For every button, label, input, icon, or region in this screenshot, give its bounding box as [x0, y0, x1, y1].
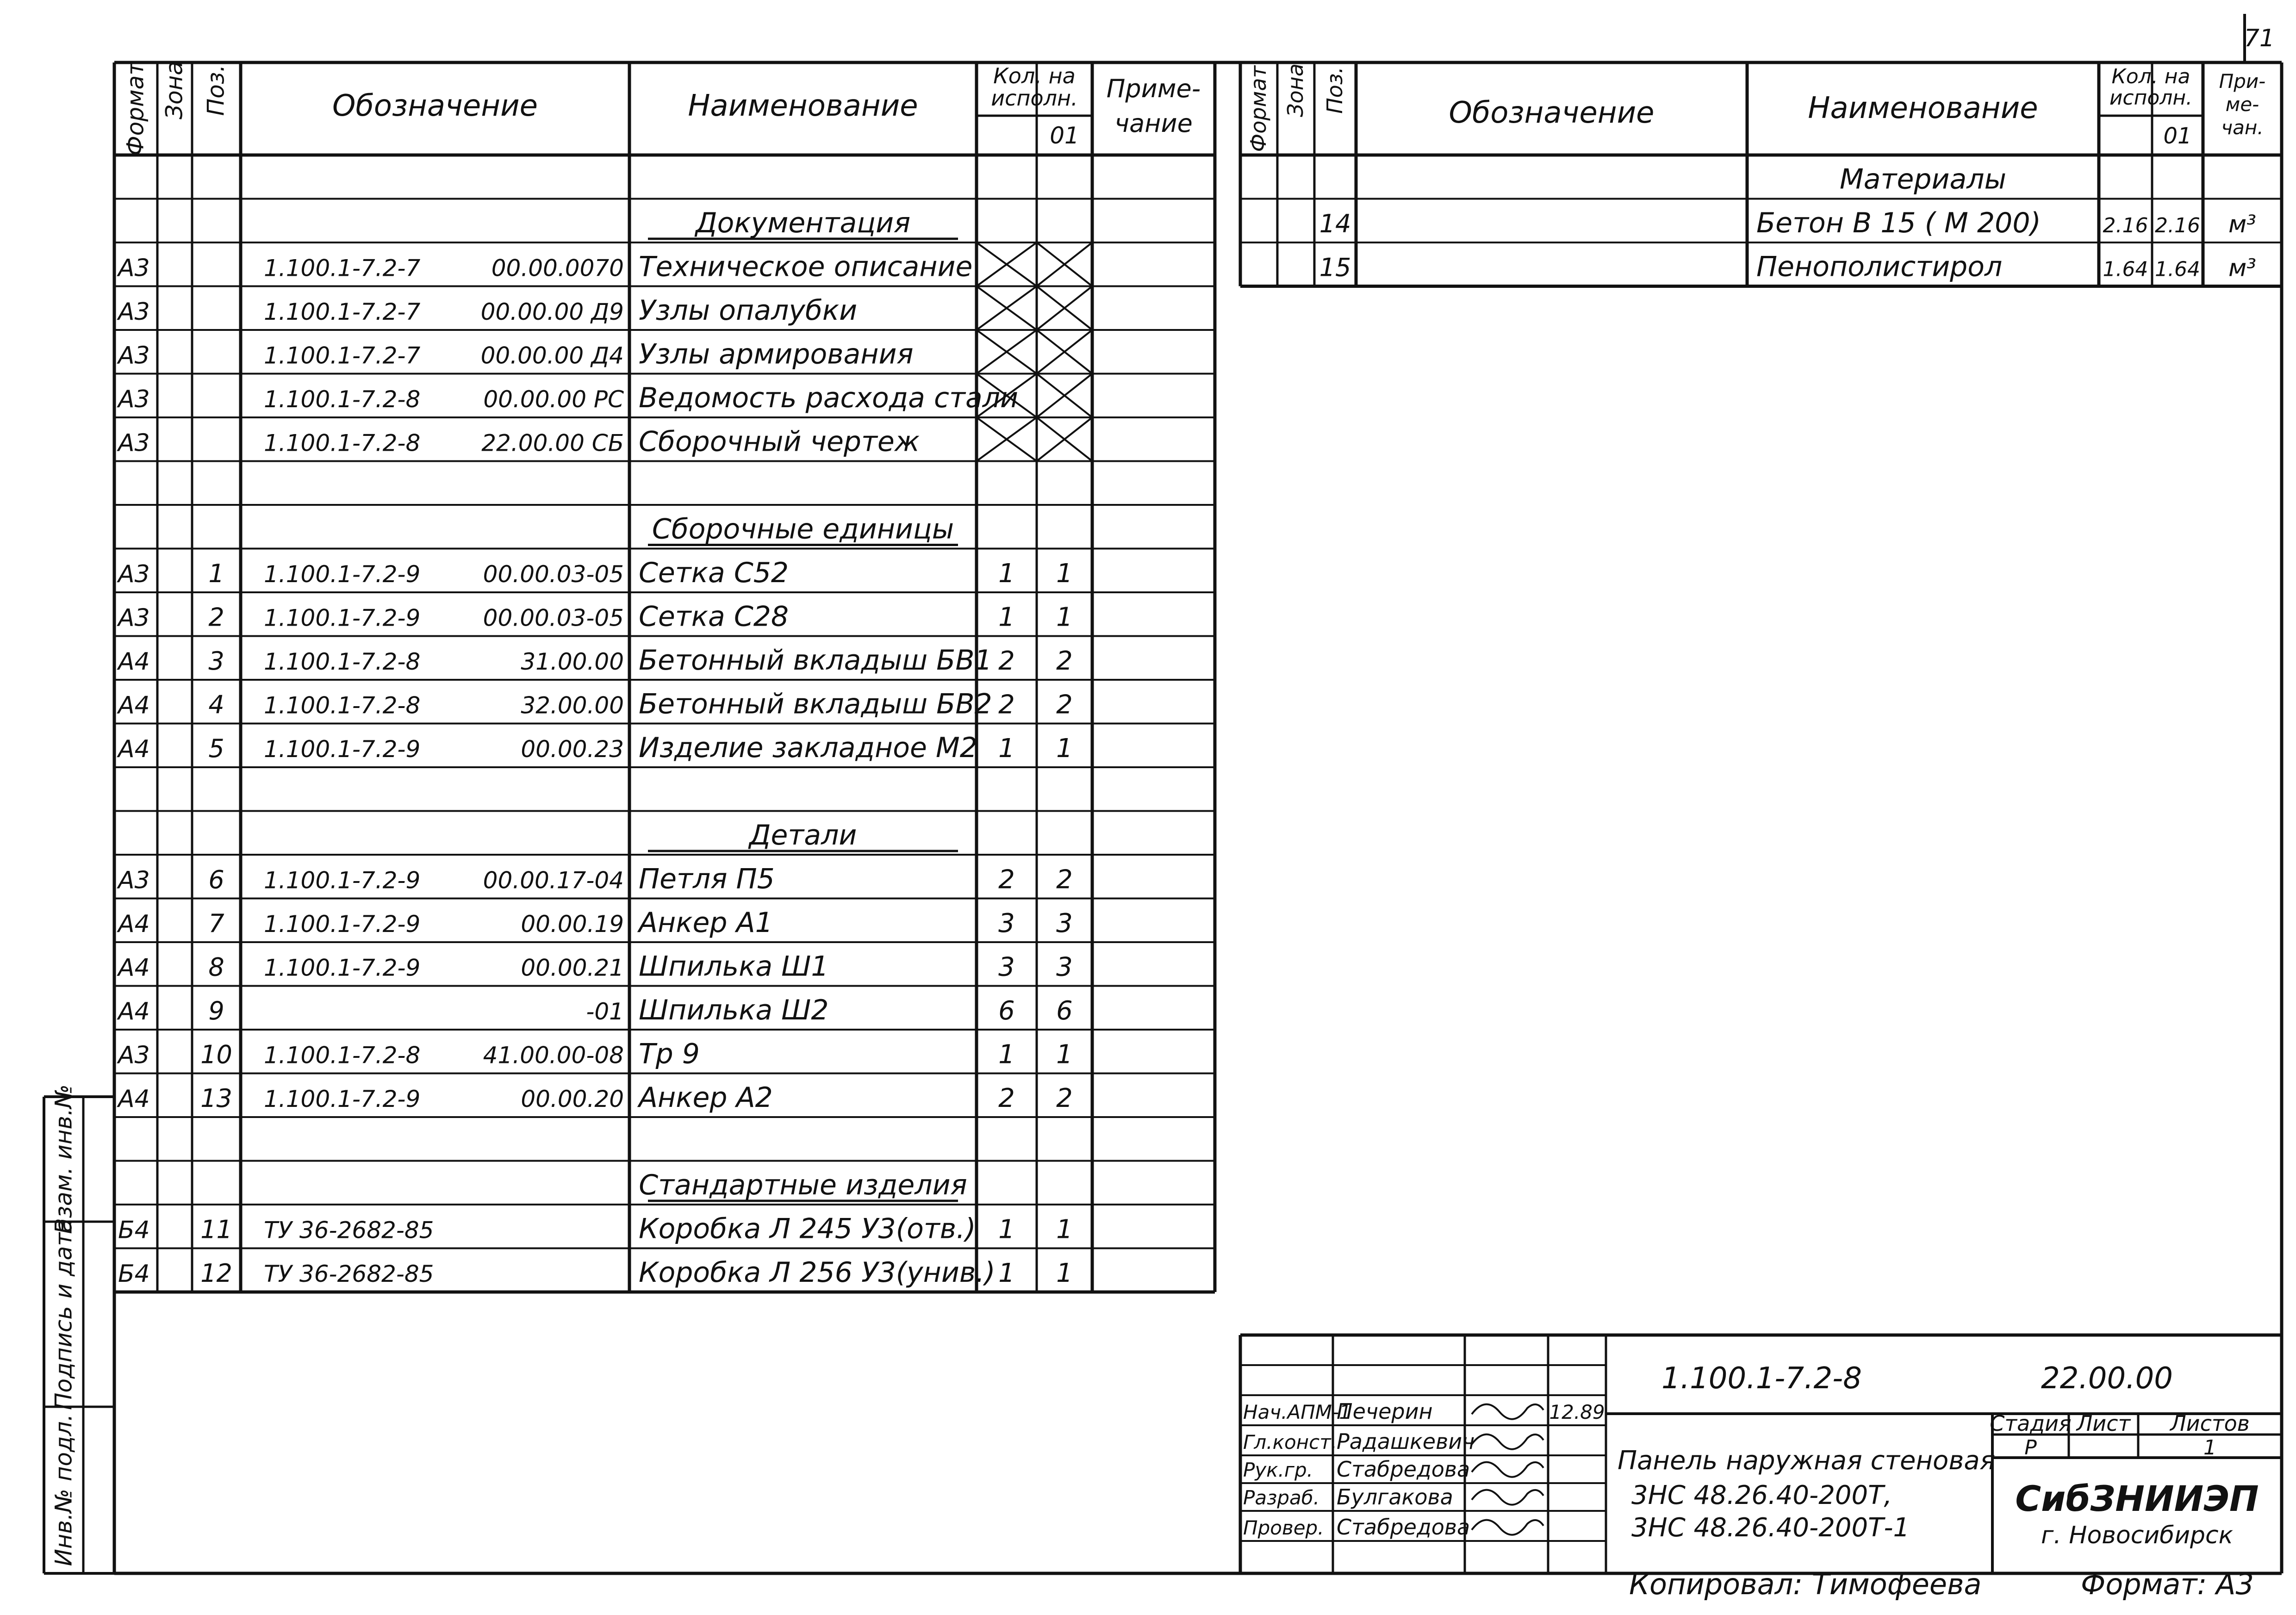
- header-zone: Зона: [161, 61, 188, 119]
- document-number: 22.00.00: [2041, 1361, 2173, 1396]
- cell-qty-1: 2: [998, 1083, 1015, 1113]
- cell-pos: 8: [208, 952, 224, 982]
- cell-qty-1: 2.16: [2103, 214, 2148, 237]
- cell-code: 1.100.1-7.2-9: [264, 604, 421, 632]
- cell-name: Сетка С28: [639, 600, 789, 633]
- header-note-top: Приме-: [1106, 74, 1201, 103]
- header-note-3: чан.: [2221, 116, 2264, 139]
- cell-name: Анкер А2: [639, 1081, 773, 1114]
- sheets-label: Листов: [2170, 1411, 2250, 1436]
- section-title: Материалы: [1840, 163, 2006, 196]
- organization: СибЗНИИЭП: [2015, 1478, 2259, 1519]
- cell-format: А3: [118, 1041, 150, 1069]
- cell-code: 1.100.1-7.2-9: [264, 911, 421, 938]
- document-code: 1.100.1-7.2-8: [1661, 1361, 1862, 1396]
- section-title: Документация: [695, 207, 911, 239]
- cell-name: Коробка Л 256 У3(унив.): [639, 1256, 996, 1289]
- cell-suffix: 00.00.00 Д9: [480, 298, 624, 325]
- cell-format: А4: [118, 910, 150, 938]
- signature-mark: [1472, 1462, 1543, 1477]
- cell-pos: 2: [208, 603, 224, 632]
- cell-format: А3: [118, 254, 150, 282]
- header-designation: Обозначение: [332, 89, 538, 123]
- cell-qty-01: 1: [1056, 1039, 1073, 1070]
- cell-code: 1.100.1-7.2-8: [264, 648, 421, 675]
- cell-code: 1.100.1-7.2-9: [264, 561, 421, 588]
- role-name: Печерин: [1337, 1399, 1433, 1424]
- cell-code: 1.100.1-7.2-9: [264, 867, 421, 894]
- cell-pos: 9: [208, 996, 224, 1025]
- header-note-bottom: чание: [1114, 109, 1193, 138]
- cell-pos: 14: [1319, 209, 1351, 238]
- cell-name: Бетонный вкладыш БВ2: [639, 688, 992, 721]
- cell-suffix: 22.00.00 СБ: [481, 429, 624, 457]
- cell-code: ТУ 36-2682-85: [264, 1217, 434, 1244]
- cell-name: Сборочный чертеж: [639, 425, 920, 458]
- section-title: Сборочные единицы: [652, 513, 954, 546]
- signature-mark: [1472, 1490, 1543, 1505]
- cell-name: Бетон В 15 ( М 200): [1756, 207, 2041, 239]
- header-name: Наименование: [688, 89, 918, 123]
- cell-format: А4: [118, 648, 150, 676]
- cell-suffix: 00.00.03-05: [483, 604, 624, 632]
- cell-suffix: 00.00.19: [521, 911, 624, 938]
- side-stamp: [44, 1084, 114, 1573]
- product-title-line-1: Панель наружная стеновая: [1618, 1446, 1996, 1476]
- cell-name: Бетонный вкладыш БВ1: [639, 644, 992, 677]
- cell-pos: 15: [1319, 253, 1351, 282]
- cell-suffix: 00.00.03-05: [483, 561, 624, 588]
- cell-pos: 10: [200, 1040, 232, 1069]
- cell-suffix: 00.00.21: [521, 954, 624, 981]
- header-designation: Обозначение: [1449, 96, 1655, 130]
- cell-code: 1.100.1-7.2-9: [264, 1086, 421, 1112]
- product-title-line-2: 3НС 48.26.40-200Т,: [1631, 1480, 1892, 1510]
- cell-qty-1: 3: [998, 908, 1015, 938]
- sheet-label: Лист: [2076, 1411, 2131, 1436]
- cell-format: А4: [118, 735, 150, 763]
- cell-format: А3: [118, 866, 150, 894]
- cell-format: А3: [118, 342, 150, 370]
- page-number: 71: [2244, 25, 2275, 52]
- title-block: [1240, 1335, 2282, 1573]
- cell-code: 1.100.1-7.2-7: [264, 298, 421, 325]
- cell-qty-1: 1: [998, 559, 1015, 589]
- cell-suffix: 00.00.20: [521, 1086, 624, 1112]
- section-title: Детали: [749, 819, 857, 851]
- role-name: Булгакова: [1337, 1485, 1453, 1509]
- cell-qty-1: 6: [998, 996, 1015, 1026]
- stage-value: Р: [2024, 1436, 2037, 1460]
- cell-code: 1.100.1-7.2-7: [264, 255, 421, 282]
- cell-pos: 5: [208, 734, 224, 763]
- right-spec-table: [1240, 62, 2282, 286]
- cell-qty-01: 1: [1056, 602, 1073, 633]
- cell-name: Коробка Л 245 У3(отв.): [639, 1212, 976, 1245]
- left-spec-table: [114, 61, 1215, 1292]
- cell-name: Узлы опалубки: [639, 294, 858, 327]
- header-format: Формат: [122, 62, 149, 156]
- cell-qty-01: 1: [1056, 1258, 1073, 1288]
- date: 12.89: [1549, 1401, 1605, 1423]
- cell-format: Б4: [118, 1216, 150, 1244]
- stage-label: Стадия: [1990, 1411, 2072, 1436]
- cell-format: А3: [118, 560, 150, 588]
- role-name: Стабредова: [1337, 1457, 1470, 1482]
- cell-pos: 11: [200, 1215, 232, 1244]
- cell-format: А3: [118, 604, 150, 632]
- cell-suffix: 31.00.00: [521, 648, 624, 675]
- header-format: Формат: [1246, 65, 1271, 152]
- stamp-replace-inv: Взам. инв.№: [50, 1084, 77, 1234]
- cell-suffix: 00.00.17-04: [483, 867, 624, 894]
- cell-format: А4: [118, 998, 150, 1025]
- cell-qty-01: 1: [1056, 559, 1073, 589]
- signature-mark: [1472, 1520, 1543, 1535]
- header-variant: 01: [2163, 123, 2192, 149]
- cell-name: Изделие закладное М2: [639, 732, 977, 764]
- cell-code: 1.100.1-7.2-7: [264, 342, 421, 369]
- product-title-line-3: 3НС 48.26.40-200Т-1: [1631, 1513, 1910, 1543]
- cell-pos: 12: [200, 1259, 232, 1288]
- cell-qty-01: 2: [1056, 646, 1073, 676]
- cell-qty-1: 1: [998, 733, 1015, 764]
- cell-qty-01: 6: [1056, 996, 1073, 1026]
- cell-qty-1: 2: [998, 646, 1015, 676]
- cell-suffix: -01: [586, 998, 624, 1025]
- stamp-inv-orig: Инв.№ подл.: [50, 1414, 77, 1566]
- header-pos: Поз.: [1322, 67, 1347, 114]
- cell-qty-1: 1: [998, 1039, 1015, 1070]
- cell-qty-01: 3: [1056, 908, 1073, 938]
- signature-mark: [1472, 1435, 1543, 1449]
- cell-format: А4: [118, 1085, 150, 1113]
- sheet-frame: [114, 14, 2282, 1573]
- sheets-value: 1: [2203, 1436, 2216, 1460]
- header-variant: 01: [1050, 122, 1079, 149]
- header-pos: Поз.: [202, 64, 230, 116]
- cell-code: 1.100.1-7.2-8: [264, 1042, 421, 1069]
- section-title: Стандартные изделия: [639, 1169, 967, 1201]
- cell-format: А4: [118, 954, 150, 982]
- cell-unit: м³: [2228, 254, 2257, 282]
- cell-name: Узлы армирования: [639, 338, 914, 371]
- role-name: Радашкевич: [1337, 1429, 1475, 1454]
- cell-qty-1: 1: [998, 1258, 1015, 1288]
- header-zone: Зона: [1283, 63, 1308, 117]
- cell-code: ТУ 36-2682-85: [264, 1261, 434, 1287]
- cell-name: Сетка С52: [639, 557, 789, 589]
- stamp-sign-date: Подпись и дата: [50, 1218, 77, 1410]
- header-qty-top: Кол. на: [2111, 65, 2190, 88]
- cell-name: Ведомость расхода стали: [639, 382, 1019, 414]
- cell-qty-01: 3: [1056, 952, 1073, 982]
- cell-name: Тр 9: [639, 1037, 700, 1070]
- cell-code: 1.100.1-7.2-8: [264, 429, 421, 457]
- cell-name: Шпилька Ш2: [639, 994, 829, 1026]
- role-label: Разраб.: [1243, 1486, 1320, 1509]
- cell-name: Пенополистирол: [1756, 250, 2003, 283]
- role-label: Гл.конст.: [1243, 1431, 1338, 1454]
- cell-suffix: 41.00.00-08: [483, 1042, 624, 1069]
- city: г. Новосибирск: [2041, 1522, 2234, 1549]
- cell-pos: 13: [200, 1084, 232, 1113]
- role-label: Нач.АПМ-1: [1243, 1401, 1351, 1423]
- cell-qty-1: 1: [998, 602, 1015, 633]
- cell-unit: м³: [2228, 211, 2257, 238]
- cell-qty-1: 2: [998, 689, 1015, 720]
- cell-name: Техническое описание: [639, 250, 973, 283]
- cell-suffix: 00.00.23: [521, 736, 624, 763]
- header-qty-top: Кол. на: [993, 63, 1076, 88]
- cell-suffix: 00.00.0070: [491, 255, 624, 282]
- cell-qty-1: 3: [998, 952, 1015, 982]
- header-qty-bottom: исполн.: [991, 86, 1078, 111]
- header-qty-bottom: исполн.: [2109, 86, 2193, 110]
- cell-qty-01: 1: [1056, 733, 1073, 764]
- format-label: Формат: А3: [2081, 1567, 2254, 1601]
- signature-mark: [1472, 1404, 1543, 1419]
- copied-by: Копировал: Тимофеева: [1629, 1567, 1982, 1601]
- cell-pos: 1: [208, 559, 224, 588]
- cell-suffix: 00.00.00 Д4: [480, 342, 624, 369]
- cell-qty-01: 1.64: [2155, 257, 2200, 281]
- header-note-1: При-: [2219, 70, 2266, 93]
- cell-code: 1.100.1-7.2-9: [264, 954, 421, 981]
- cell-format: Б4: [118, 1260, 150, 1288]
- cell-format: А3: [118, 385, 150, 413]
- role-label: Провер.: [1243, 1516, 1324, 1539]
- cell-code: 1.100.1-7.2-8: [264, 386, 421, 413]
- role-name: Стабредова: [1337, 1515, 1470, 1540]
- cell-suffix: 00.00.00 РС: [483, 386, 624, 413]
- cell-code: 1.100.1-7.2-8: [264, 692, 421, 719]
- header-note-2: ме-: [2225, 93, 2259, 116]
- cell-qty-01: 1: [1056, 1214, 1073, 1245]
- cell-pos: 4: [208, 690, 224, 720]
- cell-qty-01: 2: [1056, 1083, 1073, 1113]
- cell-qty-1: 1.64: [2103, 257, 2148, 281]
- role-label: Рук.гр.: [1243, 1459, 1313, 1481]
- cell-qty-01: 2: [1056, 689, 1073, 720]
- cell-qty-01: 2: [1056, 864, 1073, 895]
- cell-code: 1.100.1-7.2-9: [264, 736, 421, 763]
- cell-qty-01: 2.16: [2155, 214, 2200, 237]
- cell-pos: 6: [208, 865, 224, 894]
- cell-format: А4: [118, 691, 150, 720]
- cell-name: Шпилька Ш1: [639, 950, 829, 983]
- header-name: Наименование: [1808, 91, 2038, 125]
- cell-pos: 7: [208, 909, 224, 938]
- cell-qty-1: 1: [998, 1214, 1015, 1245]
- cell-pos: 3: [208, 646, 224, 676]
- cell-format: А3: [118, 298, 150, 326]
- cell-name: Петля П5: [639, 863, 775, 895]
- cell-format: А3: [118, 429, 150, 457]
- cell-suffix: 32.00.00: [521, 692, 624, 719]
- cell-qty-1: 2: [998, 864, 1015, 895]
- cell-name: Анкер А1: [639, 907, 773, 939]
